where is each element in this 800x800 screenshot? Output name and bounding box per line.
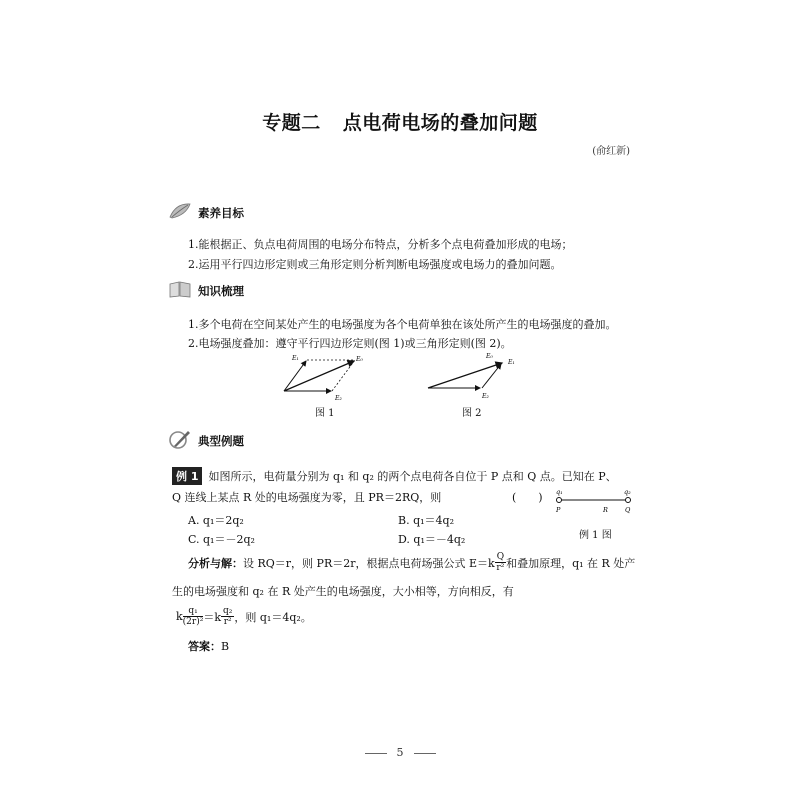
fraction-denominator: r² bbox=[496, 563, 505, 573]
fraction-numerator: Q bbox=[496, 552, 505, 562]
label-e1: E₁ bbox=[292, 355, 299, 362]
question-line bbox=[172, 467, 617, 485]
vector-e0 bbox=[428, 363, 502, 388]
dashed-side bbox=[332, 360, 355, 391]
eq-tail: ，则 q₁＝4q₂。 bbox=[234, 610, 312, 624]
figure-caption: 图 1 bbox=[315, 408, 335, 419]
option-b: B. q₁＝4q₂ bbox=[398, 514, 454, 527]
label-q: Q bbox=[625, 506, 631, 514]
page-title bbox=[0, 108, 800, 135]
answer-paren: ( ) bbox=[512, 491, 543, 504]
point-q bbox=[626, 498, 631, 503]
label-e2: E₂ bbox=[482, 393, 489, 400]
figure-pqr-line bbox=[552, 486, 636, 520]
vector-e1 bbox=[482, 364, 501, 388]
fraction bbox=[495, 552, 506, 573]
title-main: 点电荷电场的叠加问题 bbox=[342, 112, 538, 134]
section-header-goals bbox=[168, 202, 244, 224]
figure-parallelogram bbox=[276, 350, 366, 402]
label-q1: q₁ bbox=[556, 488, 563, 496]
page-number-value: 5 bbox=[396, 746, 404, 759]
goal-item: 1.能根据正、负点电荷周围的电场分布特点，分析多个点电荷叠加形成的电场； bbox=[188, 238, 573, 251]
title-topic: 专题二 bbox=[262, 112, 321, 134]
label-e0: E₀ bbox=[356, 356, 363, 363]
label-e2: E₂ bbox=[335, 395, 342, 402]
knowledge-item: 1.多个电荷在空间某处产生的电场强度为各个电荷单独在该处所产生的电场强度的叠加。 bbox=[188, 318, 617, 331]
answer-value: B bbox=[221, 640, 230, 653]
eq-mid: ＝k bbox=[203, 610, 222, 624]
label-e1: E₁ bbox=[508, 359, 515, 366]
analysis-label: 分析与解： bbox=[188, 556, 243, 570]
label-p: P bbox=[556, 506, 561, 514]
section-label: 知识梳理 bbox=[198, 284, 244, 298]
label-e0: E₀ bbox=[486, 353, 493, 360]
figure-caption: 例 1 图 bbox=[579, 530, 612, 541]
section-header-knowledge bbox=[168, 280, 244, 302]
section-label: 素养目标 bbox=[198, 206, 244, 220]
label-r: R bbox=[603, 506, 608, 514]
question-text: 如图所示，电荷量分别为 q₁ 和 q₂ 的两个点电荷各自位于 P 点和 Q 点。已知在 P、 bbox=[208, 470, 617, 483]
author: (俞红新) bbox=[592, 146, 630, 157]
option-a: A. q₁＝2q₂ bbox=[188, 514, 244, 527]
option-d: D. q₁＝－4q₂ bbox=[398, 533, 466, 546]
analysis-text: 设 RQ＝r，则 PR＝2r，根据点电荷场强公式 E＝k bbox=[243, 556, 495, 570]
analysis-text: 生的电场强度和 q₂ 在 R 处产生的电场强度，大小相等，方向相反，有 bbox=[172, 585, 514, 598]
figure-triangle bbox=[422, 350, 522, 402]
answer-label: 答案： bbox=[188, 640, 221, 653]
question-text: Q 连线上某点 R 处的电场强度为零，且 PR＝2RQ，则 bbox=[172, 491, 442, 504]
label-q2: q₂ bbox=[624, 488, 631, 496]
section-label: 典型例题 bbox=[198, 434, 244, 448]
option-c: C. q₁＝－2q₂ bbox=[188, 533, 255, 546]
goal-item: 2.运用平行四边形定则或三角形定则分析判断电场强度或电场力的叠加问题。 bbox=[188, 258, 562, 271]
section-header-examples bbox=[168, 430, 244, 452]
fraction-numerator: q₁ bbox=[183, 606, 204, 617]
point-p bbox=[557, 498, 562, 503]
knowledge-item: 2.电场强度叠加：遵守平行四边形定则(图 1)或三角形定则(图 2)。 bbox=[188, 337, 512, 350]
analysis-text: 和叠加原理，q₁ 在 R 处产 bbox=[506, 556, 636, 570]
fraction-denominator: (2r)² bbox=[182, 617, 204, 627]
fraction bbox=[221, 606, 234, 627]
page-number bbox=[0, 746, 800, 759]
fraction-numerator: q₂ bbox=[223, 606, 233, 616]
figure-caption: 图 2 bbox=[462, 408, 482, 419]
equation bbox=[176, 606, 312, 627]
answer-line bbox=[188, 638, 229, 654]
book-icon bbox=[168, 279, 192, 303]
fraction-denominator: r² bbox=[223, 617, 232, 627]
example-tag: 例 1 bbox=[172, 467, 202, 485]
pen-icon bbox=[168, 428, 192, 454]
eq-k: k bbox=[176, 610, 183, 623]
analysis-line bbox=[188, 552, 635, 573]
fraction bbox=[183, 606, 204, 627]
leaf-icon bbox=[168, 201, 192, 225]
